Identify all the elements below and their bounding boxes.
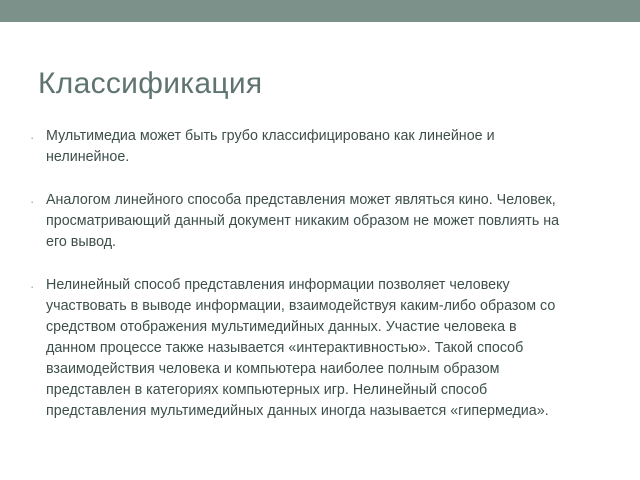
list-item-text: Нелинейный способ представления информации позволяет человеку участвовать в выводе информации, взаимодействуя каким-либо образом со средством отображения мультимедийных данных. Участие человека в данном процессе также называется «интерактивностью». Такой способ взаимодействия человека и компьютера наиболее полным образом представлен в категориях компьютерных игр. Нелинейный способ представления мультимедийных данных иногда называется «гипермедиа».: [46, 277, 556, 419]
top-accent-bar: [0, 0, 640, 22]
bullet-icon: ·: [30, 130, 35, 145]
list-item-text: Мультимедиа может быть грубо классифицировано как линейное и нелинейное.: [46, 128, 495, 165]
bullet-icon: ·: [30, 279, 35, 294]
list-item: [30, 190, 610, 253]
top-accent-bar-fill: [0, 0, 640, 22]
bullet-list: [30, 126, 610, 444]
list-item-text: Аналогом линейного способа представления может являться кино. Человек, просматривающий данный документ никаким образом не может повлиять на его вывод.: [46, 192, 560, 250]
list-item: [30, 275, 610, 422]
bullet-icon: ·: [30, 194, 35, 209]
list-item: [30, 126, 610, 168]
page-title: Классификация: [38, 67, 263, 101]
